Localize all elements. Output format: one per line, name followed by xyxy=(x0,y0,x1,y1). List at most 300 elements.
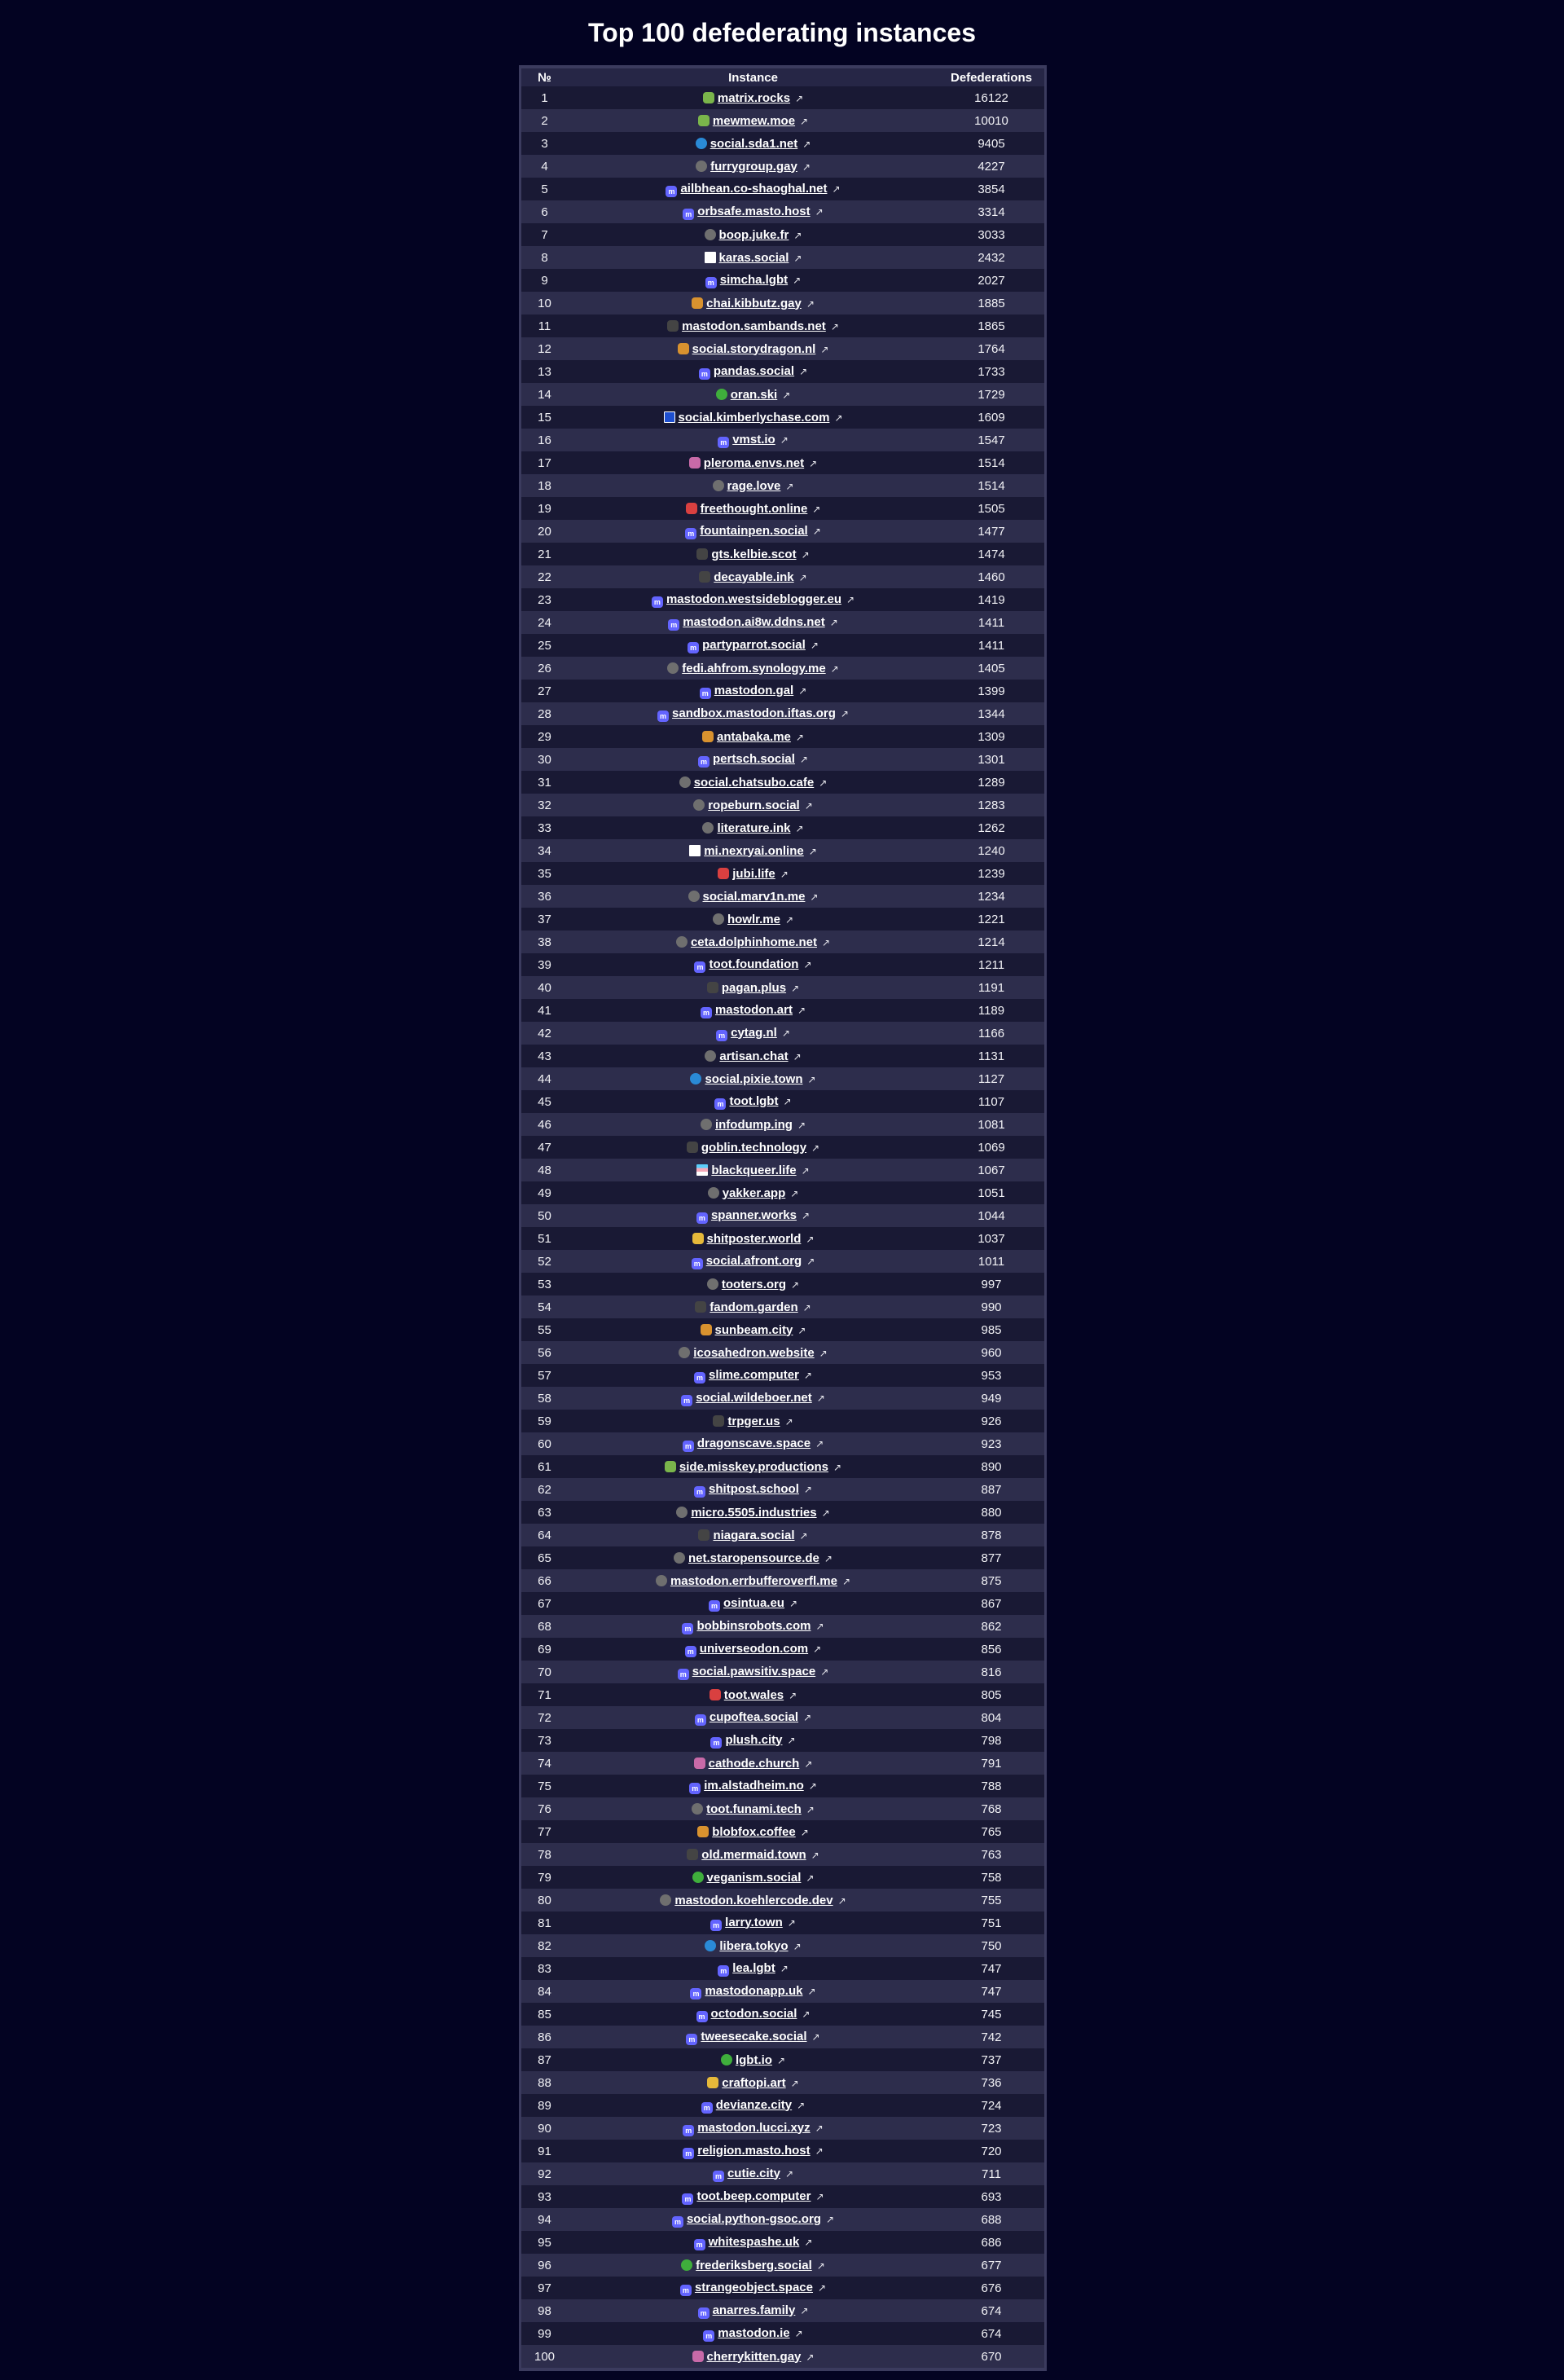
external-link-icon[interactable]: ↗ xyxy=(780,868,789,880)
instance-link[interactable]: blobfox.coffee xyxy=(712,1824,796,1839)
table-row xyxy=(521,223,1044,246)
misskey-instance-icon xyxy=(665,1461,676,1472)
external-link-icon[interactable]: ↗ xyxy=(815,205,824,218)
rank-cell: 65 xyxy=(521,1546,568,1569)
external-link-icon[interactable]: ↗ xyxy=(797,1324,806,1336)
external-link-icon[interactable]: ↗ xyxy=(820,343,829,355)
instance-link[interactable]: mastodon.ie xyxy=(718,2325,790,2340)
instance-cell xyxy=(568,976,938,999)
instance-link[interactable]: sandbox.mastodon.iftas.org xyxy=(672,706,836,720)
external-link-icon[interactable]: ↗ xyxy=(807,1985,816,1997)
rank-cell: 34 xyxy=(521,839,568,862)
defederations-cell: 747 xyxy=(938,1957,1044,1980)
external-link-icon[interactable]: ↗ xyxy=(804,2236,813,2248)
instance-link[interactable]: oran.ski xyxy=(730,387,778,402)
external-link-icon[interactable]: ↗ xyxy=(784,1415,793,1428)
instance-link[interactable]: matrix.rocks xyxy=(717,90,791,105)
external-link-icon[interactable]: ↗ xyxy=(813,1643,822,1655)
external-link-icon[interactable]: ↗ xyxy=(819,776,828,789)
instance-link[interactable]: boop.juke.fr xyxy=(718,227,789,242)
external-link-icon[interactable]: ↗ xyxy=(793,274,802,286)
table-row xyxy=(521,1546,1044,1569)
instance-link[interactable]: religion.masto.host xyxy=(697,2143,811,2158)
external-link-icon[interactable]: ↗ xyxy=(781,1027,790,1039)
instance-link[interactable]: cupoftea.social xyxy=(709,1709,799,1724)
external-link-icon[interactable]: ↗ xyxy=(793,229,802,241)
external-link-icon[interactable]: ↗ xyxy=(812,525,821,537)
defederations-cell: 923 xyxy=(938,1432,1044,1455)
external-link-icon[interactable]: ↗ xyxy=(801,548,810,561)
external-link-icon[interactable]: ↗ xyxy=(804,1758,813,1770)
external-link-icon[interactable]: ↗ xyxy=(806,297,815,310)
external-link-icon[interactable]: ↗ xyxy=(802,2008,811,2020)
rank-cell: 87 xyxy=(521,2048,568,2071)
external-link-icon[interactable]: ↗ xyxy=(795,731,804,743)
instance-link[interactable]: fandom.garden xyxy=(710,1300,798,1314)
table-row xyxy=(521,383,1044,406)
instance-link[interactable]: mastodon.koehlercode.dev xyxy=(674,1893,833,1907)
instance-link[interactable]: ailbhean.co-shaoghal.net xyxy=(680,181,828,196)
external-link-icon[interactable]: ↗ xyxy=(803,1369,812,1381)
instance-link[interactable]: trpger.us xyxy=(727,1414,780,1428)
pink-instance-icon xyxy=(694,1758,705,1769)
instance-link[interactable]: social.marv1n.me xyxy=(702,889,806,904)
external-link-icon[interactable]: ↗ xyxy=(790,2077,799,2089)
instance-link[interactable]: social.pixie.town xyxy=(705,1071,803,1086)
instance-link[interactable]: bobbinsrobots.com xyxy=(696,1618,811,1633)
fedi-instance-icon xyxy=(702,822,714,834)
rank-cell: 88 xyxy=(521,2071,568,2094)
external-link-icon[interactable]: ↗ xyxy=(793,1940,802,1952)
mastodon-instance-icon: m xyxy=(698,2307,710,2319)
instance-link[interactable]: mastodon.gal xyxy=(714,683,794,697)
table-row xyxy=(521,1478,1044,1501)
defederations-cell: 877 xyxy=(938,1546,1044,1569)
instance-cell xyxy=(568,2003,938,2026)
instance-cell xyxy=(568,2277,938,2299)
instance-link[interactable]: mi.nexryai.online xyxy=(704,843,804,858)
instance-link[interactable]: lgbt.io xyxy=(735,2052,772,2067)
external-link-icon[interactable]: ↗ xyxy=(812,503,821,515)
table-row xyxy=(521,86,1044,109)
instance-link[interactable]: shitposter.world xyxy=(706,1231,802,1246)
table-row xyxy=(521,1045,1044,1067)
dark-instance-icon xyxy=(687,1142,698,1153)
instance-link[interactable]: lea.lgbt xyxy=(732,1960,775,1975)
external-link-icon[interactable]: ↗ xyxy=(821,1507,830,1519)
external-link-icon[interactable]: ↗ xyxy=(798,684,807,697)
external-link-icon[interactable]: ↗ xyxy=(799,1529,808,1542)
rank-cell: 9 xyxy=(521,269,568,292)
orange-instance-icon xyxy=(678,343,689,354)
defederations-cell: 3314 xyxy=(938,200,1044,223)
instance-link[interactable]: cutie.city xyxy=(727,2166,780,2180)
table-row xyxy=(521,1729,1044,1752)
external-link-icon[interactable]: ↗ xyxy=(782,389,791,401)
instance-link[interactable]: fountainpen.social xyxy=(700,523,808,538)
instance-link[interactable]: octodon.social xyxy=(710,2006,797,2021)
rank-cell: 79 xyxy=(521,1866,568,1889)
external-link-icon[interactable]: ↗ xyxy=(800,1826,809,1838)
rank-cell: 14 xyxy=(521,383,568,406)
table-row xyxy=(521,953,1044,976)
instance-link[interactable]: social.python-gsoc.org xyxy=(686,2211,821,2226)
table-row xyxy=(521,1592,1044,1615)
instance-link[interactable]: mastodon.lucci.xyz xyxy=(697,2120,811,2135)
instance-link[interactable]: furrygroup.gay xyxy=(710,159,797,174)
instance-cell xyxy=(568,2254,938,2277)
external-link-icon[interactable]: ↗ xyxy=(808,845,817,857)
instance-link[interactable]: infodump.ing xyxy=(714,1117,793,1132)
external-link-icon[interactable]: ↗ xyxy=(841,1575,851,1587)
instance-link[interactable]: universeodon.com xyxy=(699,1641,809,1656)
external-link-icon[interactable]: ↗ xyxy=(806,2351,815,2363)
external-link-icon[interactable]: ↗ xyxy=(799,753,808,765)
defederations-cell: 1166 xyxy=(938,1022,1044,1045)
defederation-table-container xyxy=(519,65,1047,2371)
instance-cell xyxy=(568,885,938,908)
external-link-icon[interactable]: ↗ xyxy=(825,2213,835,2225)
instance-link[interactable]: tooters.org xyxy=(721,1277,787,1291)
orange-instance-icon xyxy=(697,1826,709,1837)
external-link-icon[interactable]: ↗ xyxy=(791,1278,800,1291)
external-link-icon[interactable]: ↗ xyxy=(794,2327,803,2339)
mastodon-instance-icon: m xyxy=(683,1441,694,1452)
defederations-cell: 1733 xyxy=(938,360,1044,383)
external-link-icon[interactable]: ↗ xyxy=(819,1347,828,1359)
green-instance-icon xyxy=(721,2054,732,2065)
instance-link[interactable]: strangeobject.space xyxy=(694,2280,813,2294)
defederations-cell: 875 xyxy=(938,1569,1044,1592)
external-link-icon[interactable]: ↗ xyxy=(806,1233,815,1245)
external-link-icon[interactable]: ↗ xyxy=(793,252,802,264)
instance-link[interactable]: ceta.dolphinhome.net xyxy=(690,935,817,949)
instance-link[interactable]: whitespashe.uk xyxy=(708,2234,800,2249)
external-link-icon[interactable]: ↗ xyxy=(790,1187,799,1199)
external-link-icon[interactable]: ↗ xyxy=(833,1461,842,1473)
external-link-icon[interactable]: ↗ xyxy=(837,1894,846,1907)
instance-link[interactable]: mastodon.art xyxy=(714,1002,793,1017)
external-link-icon[interactable]: ↗ xyxy=(824,1552,833,1564)
instance-link[interactable]: osintua.eu xyxy=(723,1595,784,1610)
rank-cell: 29 xyxy=(521,725,568,748)
table-row xyxy=(521,2094,1044,2117)
instance-link[interactable]: pagan.plus xyxy=(721,980,787,995)
instance-link[interactable]: literature.ink xyxy=(717,820,791,835)
external-link-icon[interactable]: ↗ xyxy=(800,2304,809,2316)
external-link-icon[interactable]: ↗ xyxy=(808,1780,817,1792)
defederations-cell: 1107 xyxy=(938,1090,1044,1113)
external-link-icon[interactable]: ↗ xyxy=(785,480,794,492)
external-link-icon[interactable]: ↗ xyxy=(815,1620,824,1632)
defederations-cell: 750 xyxy=(938,1934,1044,1957)
instance-link[interactable]: social.afront.org xyxy=(705,1253,802,1268)
instance-link[interactable]: goblin.technology xyxy=(701,1140,807,1155)
instance-cell xyxy=(568,1341,938,1364)
external-link-icon[interactable]: ↗ xyxy=(815,2145,824,2157)
external-link-icon[interactable]: ↗ xyxy=(780,1962,789,1974)
external-link-icon[interactable]: ↗ xyxy=(784,2167,794,2180)
rank-cell: 30 xyxy=(521,748,568,771)
instance-link[interactable]: micro.5505.industries xyxy=(691,1505,817,1520)
instance-link[interactable]: social.storydragon.nl xyxy=(692,341,816,356)
instance-cell xyxy=(568,999,938,1022)
external-link-icon[interactable]: ↗ xyxy=(811,1849,819,1861)
instance-link[interactable]: pleroma.envs.net xyxy=(703,455,805,470)
table-row xyxy=(521,839,1044,862)
external-link-icon[interactable]: ↗ xyxy=(784,913,794,926)
defederations-cell: 1411 xyxy=(938,634,1044,657)
instance-cell xyxy=(568,1113,938,1136)
external-link-icon[interactable]: ↗ xyxy=(811,2030,820,2043)
instance-link[interactable]: icosahedron.website xyxy=(693,1345,815,1360)
green-instance-icon xyxy=(681,2259,692,2271)
external-link-icon[interactable]: ↗ xyxy=(821,936,831,948)
defederations-cell: 737 xyxy=(938,2048,1044,2071)
dark-instance-icon xyxy=(695,1301,706,1313)
instance-link[interactable]: old.mermaid.town xyxy=(701,1847,806,1862)
external-link-icon[interactable]: ↗ xyxy=(806,1872,815,1884)
external-link-icon[interactable]: ↗ xyxy=(799,365,808,377)
instance-link[interactable]: mastodon.errbufferoverfl.me xyxy=(670,1573,837,1588)
instance-link[interactable]: rage.love xyxy=(727,478,781,493)
defederations-cell: 878 xyxy=(938,1524,1044,1546)
external-link-icon[interactable]: ↗ xyxy=(803,1711,812,1723)
instance-link[interactable]: jubi.life xyxy=(732,866,775,881)
instance-link[interactable]: niagara.social xyxy=(713,1528,795,1542)
instance-link[interactable]: anarres.family xyxy=(712,2303,796,2317)
instance-cell xyxy=(568,1410,938,1432)
external-link-icon[interactable]: ↗ xyxy=(815,1437,824,1450)
external-link-icon[interactable]: ↗ xyxy=(797,2099,806,2111)
instance-link[interactable]: cherrykitten.gay xyxy=(706,2349,802,2364)
external-link-icon[interactable]: ↗ xyxy=(791,982,800,994)
external-link-icon[interactable]: ↗ xyxy=(830,320,839,332)
external-link-icon[interactable]: ↗ xyxy=(802,1301,811,1313)
instance-cell xyxy=(568,543,938,565)
rank-cell: 32 xyxy=(521,794,568,816)
external-link-icon[interactable]: ↗ xyxy=(797,1119,806,1131)
instance-cell xyxy=(568,223,938,246)
instance-link[interactable]: simcha.lgbt xyxy=(719,272,789,287)
instance-link[interactable]: tweesecake.social xyxy=(701,2029,807,2043)
external-link-icon[interactable]: ↗ xyxy=(780,433,789,446)
instance-link[interactable]: spanner.works xyxy=(710,1208,797,1222)
instance-link[interactable]: decayable.ink xyxy=(714,570,794,584)
external-link-icon[interactable]: ↗ xyxy=(798,571,807,583)
external-link-icon[interactable]: ↗ xyxy=(797,1004,806,1016)
mastodon-instance-icon: m xyxy=(713,2171,724,2182)
dark-instance-icon xyxy=(667,320,679,332)
table-row xyxy=(521,1318,1044,1341)
defederations-cell: 686 xyxy=(938,2231,1044,2254)
rank-cell: 90 xyxy=(521,2117,568,2140)
rank-cell: 46 xyxy=(521,1113,568,1136)
instance-link[interactable]: freethought.online xyxy=(700,501,808,516)
defederations-cell: 3854 xyxy=(938,178,1044,200)
external-link-icon[interactable]: ↗ xyxy=(793,1050,802,1062)
defederations-cell: 990 xyxy=(938,1296,1044,1318)
instance-link[interactable]: mastodon.westsideblogger.eu xyxy=(666,592,841,606)
instance-link[interactable]: howlr.me xyxy=(727,912,780,926)
instance-link[interactable]: social.pawsitiv.space xyxy=(692,1664,816,1678)
instance-link[interactable]: vmst.io xyxy=(732,432,775,447)
table-row xyxy=(521,2185,1044,2208)
mastodon-instance-icon: m xyxy=(683,209,694,220)
instance-link[interactable]: cathode.church xyxy=(708,1756,800,1771)
instance-link[interactable]: mastodonapp.uk xyxy=(705,1983,803,1998)
instance-link[interactable]: social.sda1.net xyxy=(710,136,798,151)
table-row xyxy=(521,429,1044,451)
external-link-icon[interactable]: ↗ xyxy=(783,1095,792,1107)
external-link-icon[interactable]: ↗ xyxy=(803,958,812,970)
blank-instance-icon xyxy=(689,845,701,856)
table-row xyxy=(521,1296,1044,1318)
instance-cell xyxy=(568,497,938,520)
instance-cell xyxy=(568,520,938,543)
external-link-icon[interactable]: ↗ xyxy=(810,891,819,903)
instance-link[interactable]: libera.tokyo xyxy=(719,1938,789,1953)
instance-link[interactable]: im.alstadheim.no xyxy=(704,1778,804,1793)
external-link-icon[interactable]: ↗ xyxy=(807,1073,816,1085)
external-link-icon[interactable]: ↗ xyxy=(804,799,813,812)
rank-cell: 48 xyxy=(521,1159,568,1181)
instance-link[interactable]: social.kimberlychase.com xyxy=(678,410,830,425)
instance-cell xyxy=(568,1090,938,1113)
external-link-icon[interactable]: ↗ xyxy=(789,1597,798,1609)
table-header-row xyxy=(521,68,1044,86)
instance-link[interactable]: sunbeam.city xyxy=(714,1322,793,1337)
rank-cell: 72 xyxy=(521,1706,568,1729)
rank-cell: 22 xyxy=(521,565,568,588)
external-link-icon[interactable]: ↗ xyxy=(815,2190,824,2202)
instance-cell xyxy=(568,1067,938,1090)
instance-link[interactable]: orbsafe.masto.host xyxy=(697,204,811,218)
external-link-icon[interactable]: ↗ xyxy=(795,822,804,834)
instance-link[interactable]: dragonscave.space xyxy=(696,1436,811,1450)
external-link-icon[interactable]: ↗ xyxy=(816,2259,825,2272)
instance-link[interactable]: larry.town xyxy=(725,1915,783,1929)
instance-link[interactable]: toot.lgbt xyxy=(729,1093,779,1108)
instance-link[interactable]: social.chatsubo.cafe xyxy=(693,775,815,790)
external-link-icon[interactable]: ↗ xyxy=(829,616,838,628)
defederations-cell: 788 xyxy=(938,1775,1044,1797)
external-link-icon[interactable]: ↗ xyxy=(801,1209,811,1221)
instance-cell xyxy=(568,1775,938,1797)
instance-cell xyxy=(568,1957,938,1980)
external-link-icon[interactable]: ↗ xyxy=(811,1142,820,1154)
instance-link[interactable]: artisan.chat xyxy=(719,1049,789,1063)
instance-link[interactable]: pertsch.social xyxy=(713,751,795,766)
instance-link[interactable]: plush.city xyxy=(725,1732,783,1747)
external-link-icon[interactable]: ↗ xyxy=(815,2122,824,2134)
instance-link[interactable]: net.staropensource.de xyxy=(688,1551,819,1565)
external-link-icon[interactable]: ↗ xyxy=(776,2054,786,2066)
rank-cell: 45 xyxy=(521,1090,568,1113)
instance-link[interactable]: antabaka.me xyxy=(717,729,791,744)
instance-link[interactable]: toot.wales xyxy=(723,1687,784,1702)
instance-link[interactable]: gts.kelbie.scot xyxy=(711,547,797,561)
external-link-icon[interactable]: ↗ xyxy=(806,1803,815,1815)
instance-link[interactable]: mastodon.ai8w.ddns.net xyxy=(683,614,825,629)
table-row xyxy=(521,816,1044,839)
instance-link[interactable]: yakker.app xyxy=(722,1186,786,1200)
instance-link[interactable]: partyparrot.social xyxy=(702,637,806,652)
instance-link[interactable]: blackqueer.life xyxy=(711,1163,797,1177)
instance-link[interactable]: side.misskey.productions xyxy=(679,1459,829,1474)
external-link-icon[interactable]: ↗ xyxy=(820,1665,829,1678)
external-link-icon[interactable]: ↗ xyxy=(810,639,819,651)
external-link-icon[interactable]: ↗ xyxy=(840,707,849,719)
instance-link[interactable]: toot.funami.tech xyxy=(706,1801,802,1816)
table-row xyxy=(521,908,1044,930)
rank-cell: 54 xyxy=(521,1296,568,1318)
instance-cell xyxy=(568,1980,938,2003)
instance-link[interactable]: pandas.social xyxy=(713,363,795,378)
external-link-icon[interactable]: ↗ xyxy=(787,1734,796,1746)
external-link-icon[interactable]: ↗ xyxy=(809,457,818,469)
defederations-cell: 804 xyxy=(938,1706,1044,1729)
external-link-icon[interactable]: ↗ xyxy=(803,1483,812,1495)
instance-link[interactable]: devianze.city xyxy=(715,2097,793,2112)
instance-cell xyxy=(568,269,938,292)
instance-link[interactable]: mewmew.moe xyxy=(712,113,796,128)
external-link-icon[interactable]: ↗ xyxy=(832,183,841,195)
external-link-icon[interactable]: ↗ xyxy=(802,161,811,173)
rank-cell: 17 xyxy=(521,451,568,474)
instance-cell xyxy=(568,953,938,976)
external-link-icon[interactable]: ↗ xyxy=(795,92,804,104)
instance-link[interactable]: slime.computer xyxy=(709,1367,799,1382)
external-link-icon[interactable]: ↗ xyxy=(816,1392,825,1404)
rank-cell: 19 xyxy=(521,497,568,520)
instance-link[interactable]: toot.beep.computer xyxy=(696,2189,811,2203)
external-link-icon[interactable]: ↗ xyxy=(800,115,809,127)
instance-cell xyxy=(568,1729,938,1752)
external-link-icon[interactable]: ↗ xyxy=(787,1916,796,1929)
instance-link[interactable]: social.wildeboer.net xyxy=(696,1390,812,1405)
fedi-instance-icon xyxy=(679,1347,690,1358)
rank-cell: 68 xyxy=(521,1615,568,1638)
instance-link[interactable]: ropeburn.social xyxy=(708,798,800,812)
external-link-icon[interactable]: ↗ xyxy=(806,1255,815,1267)
instance-link[interactable]: toot.foundation xyxy=(709,957,799,971)
instance-link[interactable]: mastodon.sambands.net xyxy=(682,319,826,333)
instance-link[interactable]: shitpost.school xyxy=(709,1481,799,1496)
instance-link[interactable]: craftopi.art xyxy=(722,2075,786,2090)
instance-cell xyxy=(568,611,938,634)
external-link-icon[interactable]: ↗ xyxy=(789,1689,797,1701)
rank-cell: 58 xyxy=(521,1387,568,1410)
external-link-icon[interactable]: ↗ xyxy=(846,593,855,605)
instance-link[interactable]: karas.social xyxy=(718,250,789,265)
instance-link[interactable]: cytag.nl xyxy=(731,1025,777,1040)
instance-link[interactable]: chai.kibbutz.gay xyxy=(706,296,802,310)
external-link-icon[interactable]: ↗ xyxy=(834,411,843,424)
instance-link[interactable]: frederiksberg.social xyxy=(696,2258,812,2272)
defederations-cell: 751 xyxy=(938,1911,1044,1934)
external-link-icon[interactable]: ↗ xyxy=(818,2281,827,2294)
defederations-cell: 670 xyxy=(938,2345,1044,2368)
mastodon-instance-icon: m xyxy=(698,756,710,768)
instance-cell xyxy=(568,1273,938,1296)
instance-link[interactable]: fedi.ahfrom.synology.me xyxy=(682,661,826,675)
external-link-icon[interactable]: ↗ xyxy=(802,138,811,150)
instance-link[interactable]: veganism.social xyxy=(706,1870,802,1885)
external-link-icon[interactable]: ↗ xyxy=(830,662,839,675)
external-link-icon[interactable]: ↗ xyxy=(801,1164,810,1177)
mastodon-instance-icon: m xyxy=(657,710,669,722)
